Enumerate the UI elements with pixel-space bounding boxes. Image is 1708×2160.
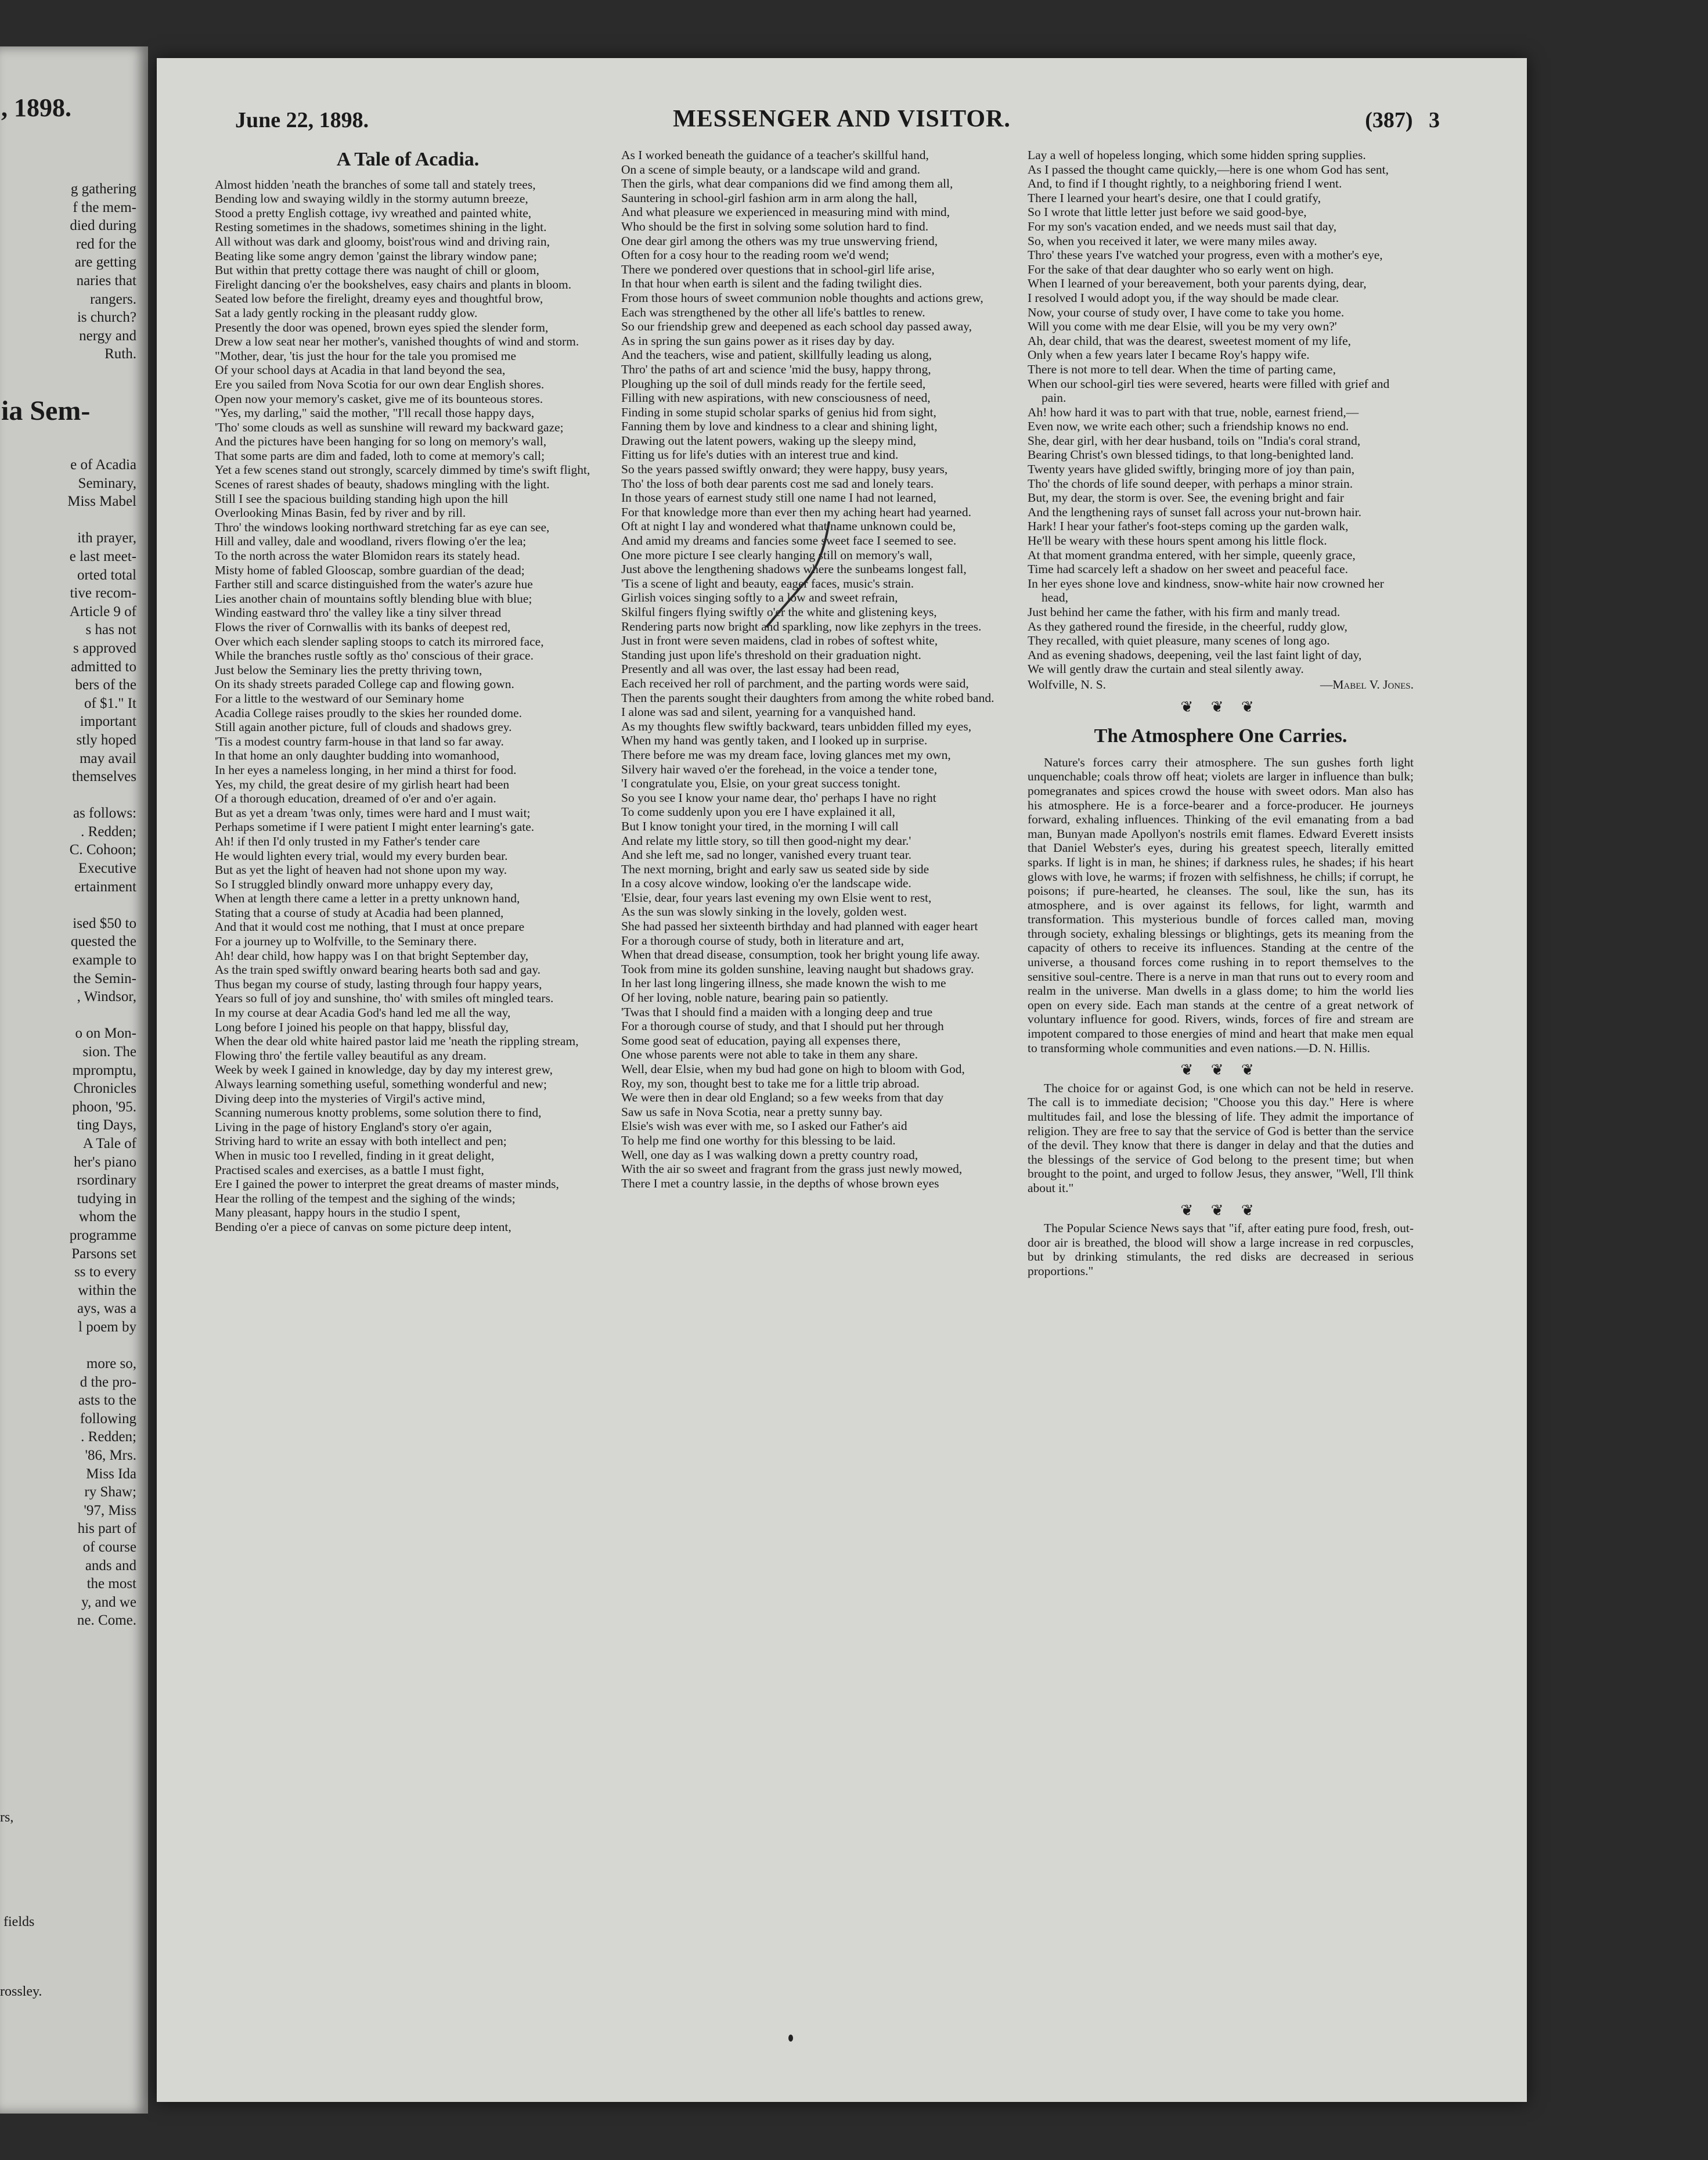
poem-line: Drawing out the latent powers, waking up the sleepy mind, [621,433,917,448]
poem-line: To help me find one worthy for this blessing to be laid. [621,1133,896,1147]
poem-line: Now, your course of study over, I have come to take you home. [1028,305,1345,319]
poem-line: Finding in some stupid scholar sparks of genius hid from sight, [621,405,936,419]
poem-line: They recalled, with quiet pleasure, many scenes of long ago. [1028,633,1330,648]
issue-date: June 22, 1898. [235,108,369,132]
previous-page-fragment [0,46,148,2114]
article-paragraph: The Popular Science News says that "if, after eating pure food, fresh, out-door air is breathed, the blood will show a large increase in red corpuscles, but by drinking stimulants, the red disks are decreased in serious proportions." [1028,1221,1414,1278]
page-number: (387) 3 [1365,108,1440,132]
poem-line: Well, one day as I was walking down a pretty country road, [621,1147,918,1162]
poem-line: Still again another picture, full of clouds and shadows grey. [215,720,512,735]
poem-line: Stood a pretty English cottage, ivy wreathed and painted white, [215,206,532,220]
poem-line: Will you come with me dear Elsie, will you be my very own?' [1028,319,1337,334]
poem-line: Almost hidden 'neath the branches of some tall and stately trees, [215,177,536,192]
poem-line: Resting sometimes in the shadows, sometimes shining in the light. [215,220,547,235]
poem-line: When our school-girl ties were severed, hearts were filled with grief and pain. [1028,376,1390,405]
poem-line: Drew a low seat near her mother's, vanished thoughts of wind and storm. [215,334,579,349]
poem-title: A Tale of Acadia. [336,149,480,170]
article-paragraph: The choice for or against God, is one which can not be held in reserve. The call is to immediate decision; "Choose you this day." Here is where multitudes fail, and lose the blessing of life. They admit the importance of religion. They are free to say that the service of God is better than the service of the devil. They know that there is danger in delay and that the duties and the blessings of the service of God belong to the present time; but when brought to the point, and urged to follow Jesus, they answer, "Well, I'll think about it." [1028,1081,1414,1195]
poem-line: Each was strengthened by the other all life's battles to renew. [621,305,925,319]
poem-line: Ah! how hard it was to part with that true, noble, earnest friend,— [1028,405,1359,419]
poem-line: 'Tis a modest country farm-house in that land so far away. [215,734,504,748]
poem-line: Stating that a course of study at Acadia had been planned, [215,905,504,920]
poem-line: To come suddenly upon you ere I have explained it all, [621,805,895,819]
poem-line: Years so full of joy and sunshine, tho' with smiles oft mingled tears. [215,991,554,1006]
poem-line: Sauntering in school-girl fashion arm in arm along the hall, [621,190,917,205]
poem-line: For a little to the westward of our Seminary home [215,691,464,705]
poem-line: On a scene of simple beauty, or a landscape wild and grand. [621,162,921,177]
poem-line: And the lengthening rays of sunset fall across your nut-brown hair. [1028,505,1361,519]
poem-line: 'Tis a scene of light and beauty, eager faces, music's strain. [621,576,914,591]
poem-line: Elsie's wish was ever with me, so I asked our Father's aid [621,1119,907,1133]
poem-line: Striving hard to write an essay with both intellect and pen; [215,1134,507,1149]
previous-page-heading: ia Sem- [1,395,91,426]
poem-line: So our friendship grew and deepened as each school day passed away, [621,319,972,334]
poem-line: Silvery hair waved o'er the forehead, in the voice a tender tone, [621,762,938,776]
poem-line: When I learned of your bereavement, both your parents dying, dear, [1028,276,1367,291]
poem-line: So, when you received it later, we were many miles away. [1028,233,1317,248]
poem-line: For the sake of that dear daughter who so early went on high. [1028,262,1334,276]
poem-line: And what pleasure we experienced in measuring mind with mind, [621,205,950,219]
poem-line: In her eyes shone love and kindness, snow-white hair now crowned her head, [1028,576,1384,605]
poem-line: Bending o'er a piece of canvas on some picture deep intent, [215,1219,511,1234]
previous-page-column-top: g gathering f the mem- died during red for the are getting naries that rangers. is church? nergy and Ruth. [70,181,136,362]
pencil-mark [761,517,842,633]
poem-line: Week by week I gained in knowledge, day by day my interest grew, [215,1063,553,1077]
poem-line: Of a thorough education, dreamed of o'er and o'er again. [215,791,496,806]
poem-line: Presently the door was opened, brown eyes spied the slender form, [215,320,549,334]
poem-line: All without was dark and gloomy, boist'rous wind and driving rain, [215,234,550,249]
poem-line: Thus began my course of study, lasting through four happy years, [215,977,542,991]
poem-line: For a thorough course of study, and that I should put her through [621,1019,944,1034]
poem-author: —Mabel V. Jones. [1320,677,1414,692]
poem-line: Always learning something useful, something wonderful and new; [215,1077,547,1091]
poem-line: Misty home of fabled Glooscap, sombre guardian of the dead; [215,563,525,577]
poem-line: Hark! I hear your father's foot-steps coming up the garden walk, [1028,519,1349,534]
poem-line: Each received her roll of parchment, and the parting words were said, [621,676,969,690]
poem-line: And as evening shadows, deepening, veil the last faint light of day, [1028,647,1362,662]
poem-line: One more picture I see clearly hanging still on memory's wall, [621,548,932,562]
poem-line: She, dear girl, with her dear husband, toils on "India's coral strand, [1028,433,1361,448]
poem-line: Even now, we write each other; such a friendship knows no end. [1028,419,1349,434]
poem-line: Flows the river of Cornwallis with its banks of deepest red, [215,620,511,634]
poem-line: One whose parents were not able to take in them any share. [621,1047,918,1062]
poem-line: That some parts are dim and faded, loth to come at memory's call; [215,448,545,463]
poem-line: There is not more to tell dear. When the time of parting came, [1028,362,1336,376]
poem-line: Thro' the windows looking northward stretching far as eye can see, [215,520,550,534]
poem-line: 'Tho' some clouds as well as sunshine will reward my backward gaze; [215,420,564,434]
poem-line: In a cosy alcove window, looking o'er the landscape wide. [621,876,911,891]
poem-line: But, my dear, the storm is over. See, the evening bright and fair [1028,491,1344,505]
poem-line: Standing just upon life's threshold on their graduation night. [621,647,921,662]
poem-line: In her eyes a nameless longing, in her mind a thirst for food. [215,762,517,777]
poem-line: Ploughing up the soil of dull minds ready for the fertile seed, [621,376,926,391]
poem-line: So I wrote that little letter just before we said good-bye, [1028,205,1307,219]
poem-line: Twenty years have glided swiftly, bringing more of joy than pain, [1028,462,1355,477]
poem-line: As I passed the thought came quickly,—here is one whom God has sent, [1028,162,1389,177]
poem-line: Thro' these years I've watched your progress, even with a mother's eye, [1028,248,1383,262]
poem-line: As I worked beneath the guidance of a teacher's skillful hand, [621,148,929,162]
poem-line: Just above the lengthening shadows where the sunbeams longest fall, [621,562,967,577]
poem-lines-column-2 [621,148,1007,1190]
article-title-atmosphere: The Atmosphere One Carries. [1094,725,1347,747]
poem-line: 'Elsie, dear, four years last evening my own Elsie went to rest, [621,890,932,905]
poem-line: Often for a cosy hour to the reading room we'd wend; [621,248,889,262]
poem-line: We will gently draw the curtain and steal silently away. [1028,662,1304,676]
poem-line: And that it would cost me nothing, that I must at once prepare [215,920,525,934]
poem-line: Fanning them by love and kindness to a clear and shining light, [621,419,938,434]
poem-line: In my course at dear Acadia God's hand led me all the way, [215,1006,511,1020]
poem-line: There before me was my dream face, loving glances met my own, [621,747,951,762]
poem-line: Took from mine its golden sunshine, leaving naught but shadows gray. [621,962,974,976]
poem-line: Ah! if then I'd only trusted in my Father's tender care [215,834,480,848]
running-head [157,107,1527,142]
poem-line: And relate my little story, so till then good-night my dear.' [621,833,911,848]
poem-line: Acadia College raises proudly to the skies her rounded dome. [215,705,522,720]
poem-line: On its shady streets paraded College cap and flowing gown. [215,677,514,692]
poem-line: While the branches rustle softly as tho' conscious of their grace. [215,649,534,663]
poem-line: Bending low and swaying wildly in the stormy autumn breeze, [215,192,528,206]
poem-line: And she left me, sad no longer, vanished every truant tear. [621,848,912,862]
poem-line: As my thoughts flew swiftly backward, tears unbidden filled my eyes, [621,719,972,733]
poem-line: And the pictures have been hanging for so long on memory's wall, [215,434,547,449]
poem-line: He'll be weary with these hours spent among his little flock. [1028,534,1327,548]
column-1 [215,148,601,1234]
poem-line: Living in the page of history England's story o'er again, [215,1119,492,1134]
poem-line: When my hand was gently taken, and I looked up in surprise. [621,733,928,748]
newspaper-page [157,58,1527,2102]
poem-line: Then the parents sought their daughters from among the white robed band. [621,690,994,705]
poem-line: "Yes, my darling," said the mother, "I'll recall those happy days, [215,406,535,420]
article-paragraph: Nature's forces carry their atmosphere. The sun gushes forth light unquenchable; coals throw off heat; violets are larger in influence than bulk; pomegranates and spices crowd the house with sweet odors. Man also has his atmosphere. He is a force-bearer and a force-producer. He journeys forward, exhaling influences. Thinking of the evil emanating from a bad man, Bunyan made Apollyon's nostrils emit flames. Edward Everett insists that Daniel Webster's eyes, during his greatest speech, literally emitted sparks. If light is in man, he shines; if darkness rules, he shades; if his heart glows with love, he warms; if frozen with selfishness, he chills; if corrupt, he poisons; if pure-hearted, he cleanses. The soul, like the sun, has its atmosphere, and is over against its fellows, for light, warmth and transformation. This mysterious bundle of forces called man, moving through society, exhaling blessings or blightings, gets its meaning from the capacity of others to receive its influences. Standing at the centre of the universe, a thousand forces come rushing in to report themselves to the sensitive soul-centre. There is a nerve in man that runs out to every room and realm in the universe. Man dwells in a glass dome; to him the world lies open on every side. Each man stands at the centre of a great network of voluntary influence for good. Rivers, winds, forces of fire and stream are impotent compared to those energies of mind and heart that make men equal to transforming whole communities and even nations.—D. N. Hillis. [1028,755,1414,1055]
section-ornament: ❦ ❦ ❦ [1180,698,1261,715]
poem-line: Oft at night I lay and wondered what that name unknown could be, [621,519,956,534]
poem-line: Ere you sailed from Nova Scotia for our own dear English shores. [215,377,545,391]
poem-line: Fitting us for life's duties with an interest true and kind. [621,448,899,462]
poem-line: And, to find if I thought rightly, to a neighboring friend I went. [1028,177,1342,191]
poem-line: When the dear old white haired pastor laid me 'neath the rippling stream, [215,1034,579,1049]
poem-line: Scanning numerous knotty problems, some solution there to find, [215,1106,542,1120]
poem-line: From those hours of sweet communion noble thoughts and actions grew, [621,290,983,305]
article-choice [1028,1081,1414,1196]
poem-line: Flowing thro' the fertile valley beautiful as any dream. [215,1048,487,1063]
section-ornament: ❦ ❦ ❦ [1180,1201,1261,1219]
poem-line: Long before I joined his people on that happy, blissful day, [215,1020,509,1034]
poem-line: Perhaps sometime if I were patient I might enter learning's gate. [215,820,535,834]
poem-place: Wolfville, N. S. [1028,677,1107,692]
poem-line: Yet a few scenes stand out strongly, scarcely dimmed by time's swift flight, [215,463,590,477]
poem-line: 'Twas that I should find a maiden with a longing deep and true [621,1005,933,1019]
poem-line: In her last long lingering illness, she made known the wish to me [621,976,946,991]
ink-blot [788,2035,793,2042]
poem-line: When that dread disease, consumption, took her bright young life away. [621,948,980,962]
poem-line: For that knowledge more than ever then my aching heart had yearned. [621,505,971,519]
poem-line: And amid my dreams and fancies some sweet face I seemed to see. [621,534,957,548]
poem-line: But as yet a dream 'twas only, times were hard and I must wait; [215,805,531,820]
article-atmosphere [1028,755,1414,1055]
poem-line: Just in front were seven maidens, clad in robes of softest white, [621,633,938,648]
masthead-title: MESSENGER AND VISITOR. [673,106,1011,132]
poem-lines-column-1 [215,178,601,1234]
previous-page-year: , 1898. [1,93,71,122]
poem-line: Just behind her came the father, with his firm and manly tread. [1028,605,1341,619]
poem-line: There we pondered over questions that in school-girl life arise, [621,262,935,276]
poem-lines-column-3 [1028,148,1414,676]
poem-line: Still I see the spacious building standing high upon the hill [215,491,509,506]
poem-line: Rendering parts now bright and sparkling, now like zephyrs in the trees. [621,619,982,633]
poem-line: Some good seat of education, paying all expenses there, [621,1033,901,1047]
poem-line: Thro' the paths of art and science 'mid the busy, happy throng, [621,362,931,376]
poem-line: As the sun was slowly sinking in the lovely, golden west. [621,905,907,919]
poem-line: She had passed her sixteenth birthday and had planned with eager heart [621,919,978,934]
poem-line: Just below the Seminary lies the pretty thriving town, [215,663,482,677]
previous-page-column-tail: rs, fields rossley. [0,1810,42,1999]
poem-line: At that moment grandma entered, with her simple, queenly grace, [1028,548,1356,562]
poem-line: There I learned your heart's desire, one that I could gratify, [1028,190,1321,205]
poem-line: With the air so sweet and fragrant from the grass just newly mowed, [621,1162,963,1176]
poem-line: Tho' the loss of both dear parents cost me sad and lonely tears. [621,476,934,491]
poem-line: Roy, my son, thought best to take me for a little trip abroad. [621,1076,920,1090]
poem-line: The next morning, bright and early saw us seated side by side [621,862,929,876]
poem-line: Firelight dancing o'er the bookshelves, easy chairs and plants in bloom. [215,277,572,291]
poem-line: In that home an only daughter budding into womanhood, [215,748,500,763]
poem-signature [1028,678,1414,692]
poem-line: Of your school days at Acadia in that land beyond the sea, [215,363,506,377]
article-science-news [1028,1221,1414,1278]
poem-line: So I struggled blindly onward more unhappy every day, [215,877,493,891]
poem-line: I alone was sad and silent, yearning for a vanquished hand. [621,705,916,719]
poem-line: And the teachers, wise and patient, skillfully leading us along, [621,348,932,362]
poem-line: Filling with new aspirations, with new consciousness of need, [621,391,931,405]
poem-line: Presently and all was over, the last essay had been read, [621,662,900,676]
poem-line: In those years of earnest study still one name I had not learned, [621,491,936,505]
poem-line: When in music too I revelled, finding in it great delight, [215,1148,495,1162]
poem-line: Open now your memory's casket, give me of its bounteous stores. [215,391,543,406]
poem-line: So you see I know your name dear, tho' perhaps I have no right [621,790,936,805]
poem-line: Girlish voices singing softly to a low and sweet refrain, [621,591,898,605]
poem-line: He would lighten every trial, would my every burden bear. [215,848,508,863]
poem-line: As the train sped swiftly onward bearing hearts both sad and gay. [215,963,541,977]
poem-line: Seated low before the firelight, dreamy eyes and thoughtful brow, [215,291,543,306]
poem-line: Over which each slender sapling stoops to catch its mirrored face, [215,634,544,649]
poem-line: We were then in dear old England; so a few weeks from that day [621,1090,944,1105]
poem-line: There I met a country lassie, in the depths of whose brown eyes [621,1176,939,1190]
poem-line: Farther still and scarce distinguished from the water's azure hue [215,577,533,592]
section-ornament: ❦ ❦ ❦ [1180,1061,1261,1079]
poem-line: "Mother, dear, 'tis just the hour for the tale you promised me [215,348,517,363]
poem-line: Hear the rolling of the tempest and the sighing of the winds; [215,1191,516,1205]
poem-line: 'I congratulate you, Elsie, on your great success tonight. [621,776,900,791]
poem-line: Saw us safe in Nova Scotia, near a pretty sunny bay. [621,1104,882,1119]
poem-line: For a thorough course of study, both in literature and art, [621,933,905,948]
poem-line: Diving deep into the mysteries of Virgil's active mind, [215,1091,485,1106]
poem-line: Sat a lady gently rocking in the pleasant ruddy glow. [215,305,478,320]
poem-line: As they gathered round the fireside, in the cheerful, ruddy glow, [1028,619,1347,633]
poem-line: One dear girl among the others was my true unswerving friend, [621,233,938,248]
column-2 [621,148,1007,1190]
poem-line: Skilful fingers flying swiftly o'er the white and glistening keys, [621,605,937,619]
poem-line: I resolved I would adopt you, if the way should be made clear. [1028,290,1339,305]
poem-line: To the north across the water Blomidon rears its stately head. [215,549,520,563]
poem-line: Of her loving, noble nature, bearing pain so patiently. [621,991,889,1005]
poem-line: In that hour when earth is silent and the fading twilight dies. [621,276,923,291]
poem-line: Only when a few years later I became Roy's happy wife. [1028,348,1310,362]
previous-page-column-body: e of Acadia Seminary, Miss Mabel ith prayer, e last meet- orted total tive recom- Article 9 of s has not s approved admitted to bers of the of $1." It important stly hoped may avail themselves as follows: . Redden; C. Cohoon; Executive ertainment ised $50 to quested the example to the Semin- , Windsor, o on Mon- sion. The mpromptu, Chronicles phoon, '95. ting Days, A Tale of her's piano rsordinary tudying in whom the programme Parsons set ss to every within the ays, was a l poem by more so, d the pro- asts to the following . Redden; '86, Mrs. Miss Ida ry Shaw; '97, Miss his part of of course ands and the most y, and we ne. Come. [67,457,136,1629]
poem-line: Overlooking Minas Basin, fed by river and by rill. [215,506,466,520]
poem-line: Who should be the first in solving some solution hard to find. [621,219,929,233]
poem-line: When at length there came a letter in a pretty unknown hand, [215,891,520,906]
poem-line: But as yet the light of heaven had not shone upon my way. [215,863,507,877]
poem-line: Ere I gained the power to interpret the great dreams of master minds, [215,1177,559,1191]
poem-line: Ah, dear child, that was the dearest, sweetest moment of my life, [1028,333,1352,348]
poem-line: Time had scarcely left a shadow on her sweet and peaceful face. [1028,562,1348,577]
poem-line: Lay a well of hopeless longing, which some hidden spring supplies. [1028,148,1366,162]
poem-line: Lies another chain of mountains softly blending blue with blue; [215,591,532,606]
poem-line: Practised scales and exercises, as a battle I must fight, [215,1162,484,1177]
poem-line: Hill and valley, dale and woodland, rivers flowing o'er the lea; [215,534,527,549]
poem-line: But within that pretty cottage there was naught of chill or gloom, [215,263,539,278]
poem-line: For a journey up to Wolfville, to the Seminary there. [215,934,477,949]
poem-line: For my son's vacation ended, and we needs must sail that day, [1028,219,1337,233]
poem-line: Then the girls, what dear companions did we find among them all, [621,177,953,191]
poem-line: Ah! dear child, how happy was I on that bright September day, [215,948,529,963]
column-3 [1028,148,1414,1279]
poem-line: Tho' the chords of life sound deeper, with perhaps a minor strain. [1028,476,1353,491]
poem-line: Bearing Christ's own blessed tidings, to that long-benighted land. [1028,448,1354,462]
poem-line: Winding eastward thro' the valley like a tiny silver thread [215,606,502,620]
poem-line: As in spring the sun gains power as it rises day by day. [621,333,895,348]
poem-line: But I know tonight your tired, in the morning I will call [621,819,899,833]
poem-line: Well, dear Elsie, when my bud had gone on high to bloom with God, [621,1062,965,1076]
poem-line: Yes, my child, the great desire of my girlish heart had been [215,777,510,791]
poem-line: Beating like some angry demon 'gainst the library window pane; [215,249,537,263]
poem-line: So the years passed swiftly onward; they were happy, busy years, [621,462,948,477]
poem-line: Scenes of rarest shades of beauty, shadows mingling with the light. [215,477,550,492]
poem-line: Many pleasant, happy hours in the studio I spent, [215,1205,460,1220]
